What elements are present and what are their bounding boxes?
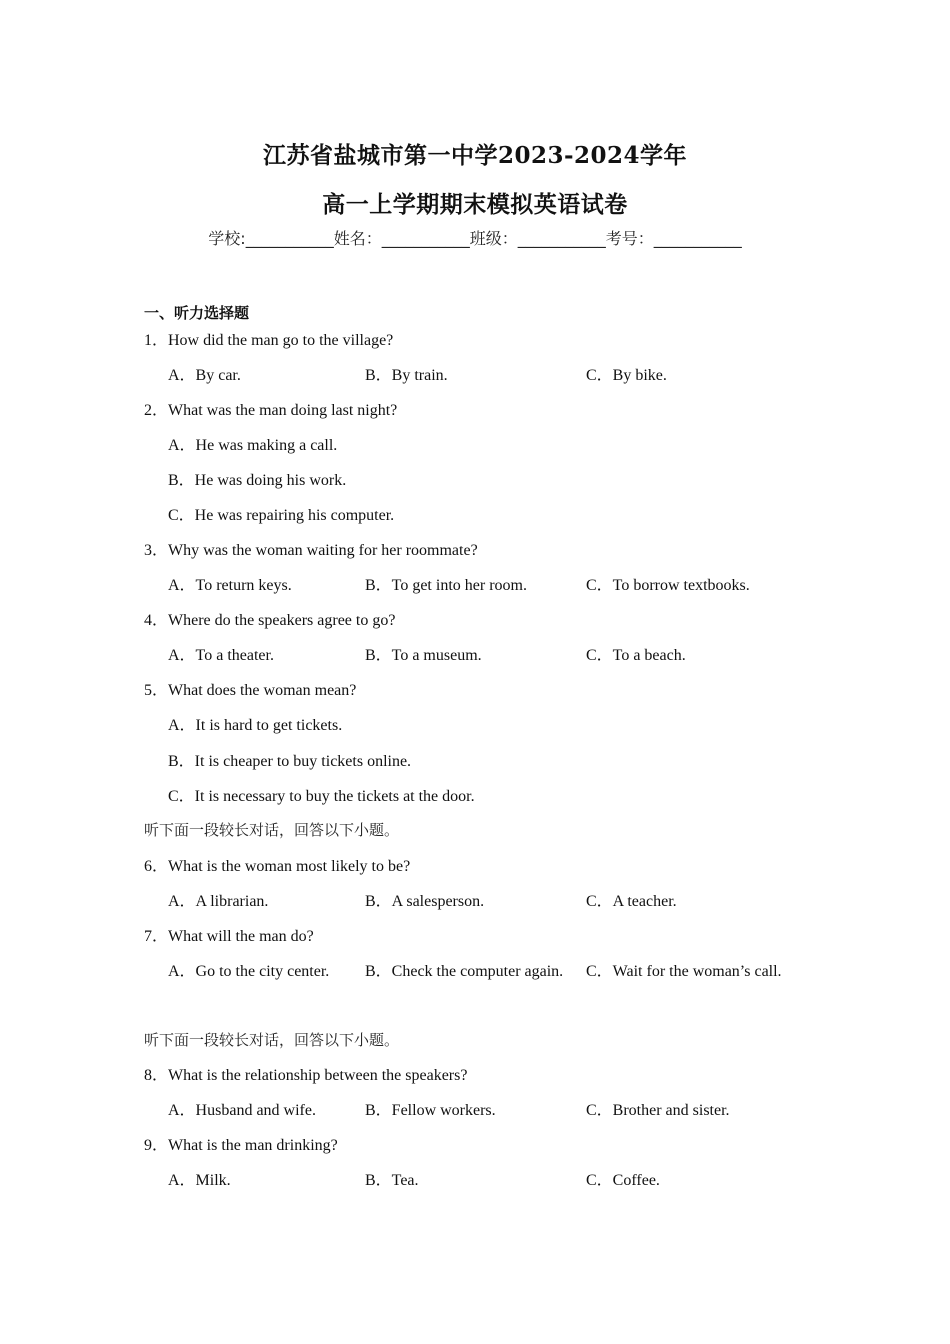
q7-option-c: C．Wait for the woman’s call. (586, 963, 782, 980)
question-3: 3．Why was the woman waiting for her roommate? (144, 542, 478, 559)
listening-instruction-2: 听下面一段较长对话，回答以下小题。 (144, 1031, 400, 1049)
q9-option-b: B．Tea. (365, 1172, 419, 1189)
q8-option-c: C．Brother and sister. (586, 1102, 730, 1119)
question-7: 7．What will the man do? (144, 928, 314, 945)
q2-option-b: B．He was doing his work. (168, 472, 347, 489)
q6-option-c: C．A teacher. (586, 893, 677, 910)
q4-option-a: A．To a theater. (168, 647, 274, 664)
q4-option-b: B．To a museum. (365, 647, 482, 664)
q1-option-b: B．By train. (365, 367, 448, 384)
listening-instruction-1: 听下面一段较长对话，回答以下小题。 (144, 821, 400, 839)
q3-option-c: C．To borrow textbooks. (586, 577, 750, 594)
question-5: 5．What does the woman mean? (144, 682, 357, 699)
q1-option-c: C．By bike. (586, 367, 667, 384)
question-2: 2．What was the man doing last night? (144, 402, 398, 419)
section-heading-listening: 一、听力选择题 (144, 304, 250, 322)
q5-option-c: C．It is necessary to buy the tickets at the door. (168, 788, 475, 805)
q4-option-c: C．To a beach. (586, 647, 686, 664)
q2-option-a: A．He was making a call. (168, 437, 338, 454)
question-1: 1．How did the man go to the village? (144, 332, 394, 349)
student-info-line: 学校:___________姓名：___________班级：___________考号：___________ (208, 229, 742, 248)
q2-option-c: C．He was repairing his computer. (168, 507, 395, 524)
question-4: 4．Where do the speakers agree to go? (144, 612, 396, 629)
q6-option-a: A．A librarian. (168, 893, 269, 910)
q7-option-a: A．Go to the city center. (168, 963, 330, 980)
q8-option-a: A．Husband and wife. (168, 1102, 316, 1119)
q5-option-a: A．It is hard to get tickets. (168, 717, 343, 734)
q1-option-a: A．By car. (168, 367, 241, 384)
q9-option-a: A．Milk. (168, 1172, 231, 1189)
question-9: 9．What is the man drinking? (144, 1137, 338, 1154)
q3-option-a: A．To return keys. (168, 577, 292, 594)
q7-option-b: B．Check the computer again. (365, 963, 564, 980)
q6-option-b: B．A salesperson. (365, 893, 485, 910)
q9-option-c: C．Coffee. (586, 1172, 660, 1189)
exam-title-line2: 高一上学期期末模拟英语试卷 (322, 191, 628, 218)
q5-option-b: B．It is cheaper to buy tickets online. (168, 753, 412, 770)
exam-title-line1: 江苏省盐城市第一中学2023-2024学年 (262, 142, 688, 169)
question-8: 8．What is the relationship between the speakers? (144, 1067, 468, 1084)
q3-option-b: B．To get into her room. (365, 577, 527, 594)
question-6: 6．What is the woman most likely to be? (144, 858, 411, 875)
q8-option-b: B．Fellow workers. (365, 1102, 496, 1119)
